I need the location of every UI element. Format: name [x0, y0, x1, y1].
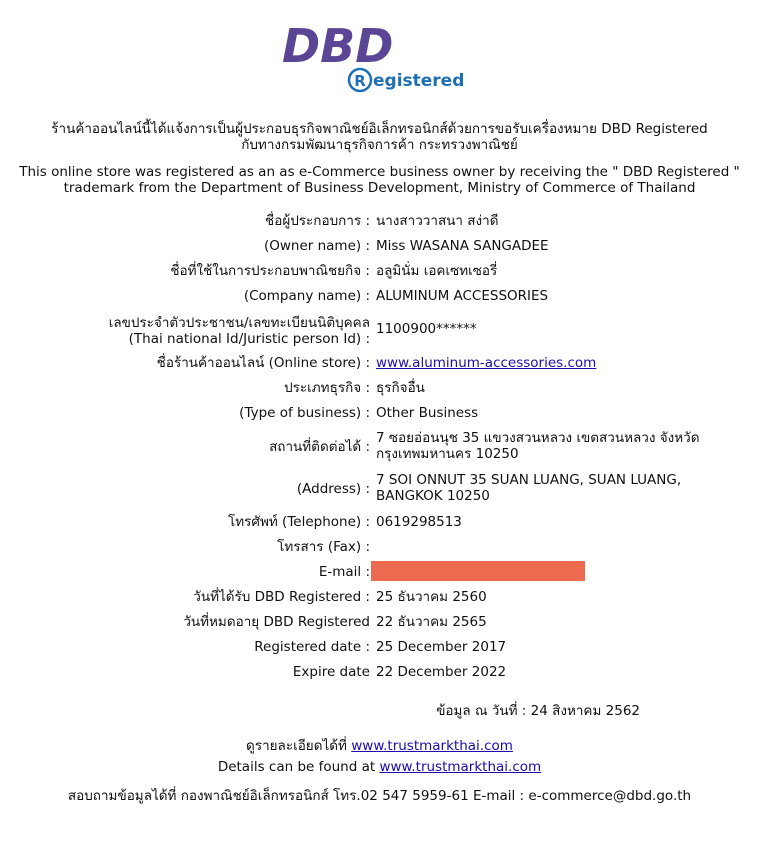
registered-date-th-value: 25 ธันวาคม 2560	[376, 589, 487, 605]
logo-r-letter: R	[354, 72, 366, 90]
address-th-label: สถานที่ติดต่อได้ :	[269, 439, 370, 455]
telephone-value: 0619298513	[376, 514, 462, 530]
trustmark-link-th[interactable]: www.trustmarkthai.com	[351, 738, 513, 754]
address-en-line2: BANGKOK 10250	[376, 488, 490, 504]
address-th-line1: 7 ซอยอ่อนนุช 35 แขวงสวนหลวง เขตสวนหลวง จังหวัด	[376, 430, 700, 446]
address-th-line2: กรุงเทพมหานคร 10250	[376, 446, 519, 462]
online-store-label: ชื่อร้านค้าออนไลน์ (Online store) :	[156, 355, 370, 371]
owner-en-value: Miss WASANA SANGADEE	[376, 238, 549, 254]
data-as-of-date: ข้อมูล ณ วันที่ : 24 สิงหาคม 2562	[436, 703, 640, 719]
intro-english-line1: This online store was registered as an as e-Commerce business owner by receiving the " DBD Registered "	[19, 164, 740, 180]
details-th-prefix: ดูรายละเอียดได้ที่	[246, 738, 352, 754]
business-type-en-label: (Type of business) :	[239, 405, 370, 421]
contact-line: สอบถามข้อมูลได้ที่ กองพาณิชย์อิเล็กทรอนิกส์ โทร.02 547 5959-61 E-mail : e-commerce@dbd.go.th	[67, 788, 692, 804]
trustmark-link-en[interactable]: www.trustmarkthai.com	[379, 759, 542, 775]
address-en-line1: 7 SOI ONNUT 35 SUAN LUANG, SUAN LUANG,	[376, 472, 682, 488]
details-en-line	[0, 759, 759, 775]
online-store-link[interactable]: www.aluminum-accessories.com	[376, 355, 597, 371]
dbd-registered-logo	[280, 18, 470, 98]
national-id-label-line2: (Thai national Id/Juristic person Id) :	[128, 331, 370, 347]
company-th-label: ชื่อที่ใช้ในการประกอบพาณิชยกิจ :	[170, 263, 370, 279]
intro-thai	[0, 121, 759, 153]
company-en-label: (Company name) :	[243, 288, 370, 304]
owner-en-label: (Owner name) :	[263, 238, 370, 254]
intro-english-line2: trademark from the Department of Business Development, Ministry of Commerce of Thailand	[63, 180, 696, 196]
email-label: E-mail :	[318, 564, 370, 580]
national-id-label-line1: เลขประจำตัวประชาชน/เลขทะเบียนนิติบุคคล	[108, 315, 370, 331]
logo-dbd-text: DBD	[282, 19, 394, 73]
owner-th-label: ชื่อผู้ประกอบการ :	[265, 213, 370, 229]
expire-date-th-label: วันที่หมดอายุ DBD Registered	[183, 614, 370, 630]
expire-date-th-value: 22 ธันวาคม 2565	[376, 614, 487, 630]
registered-date-en-value: 25 December 2017	[376, 639, 507, 655]
business-type-th-value: ธุรกิจอื่น	[376, 380, 425, 396]
expire-date-en-value: 22 December 2022	[376, 664, 507, 680]
intro-thai-line2: กับทางกรมพัฒนาธุรกิจการค้า กระทรวงพาณิชย์	[241, 137, 518, 153]
details-en-prefix: Details can be found at	[217, 759, 380, 775]
company-en-value: ALUMINUM ACCESSORIES	[376, 288, 549, 304]
national-id-value: 1100900******	[376, 321, 477, 337]
expire-date-en-label: Expire date	[292, 664, 370, 680]
logo-registered-text: egistered	[373, 71, 465, 91]
email-redaction-box	[371, 561, 585, 581]
telephone-label: โทรศัพท์ (Telephone) :	[228, 514, 370, 530]
registered-date-th-label: วันที่ได้รับ DBD Registered :	[193, 589, 370, 605]
fax-label: โทรสาร (Fax) :	[277, 539, 370, 555]
business-type-th-label: ประเภทธุรกิจ :	[284, 380, 370, 396]
details-th-line	[0, 734, 759, 756]
intro-thai-line1: ร้านค้าออนไลน์นี้ได้แจ้งการเป็นผู้ประกอบธุรกิจพาณิชย์อิเล็กทรอนิกส์ด้วยการขอรับเครื่องหมาย DBD Registered	[51, 121, 708, 137]
company-th-value: อลูมินั่ม เอคเซทเซอรี่	[376, 263, 498, 279]
business-type-en-value: Other Business	[376, 405, 479, 421]
intro-english	[0, 164, 759, 196]
owner-th-value: นางสาววาสนา สง่าดี	[376, 213, 499, 229]
registered-date-en-label: Registered date :	[254, 639, 370, 655]
address-en-label: (Address) :	[296, 481, 370, 497]
